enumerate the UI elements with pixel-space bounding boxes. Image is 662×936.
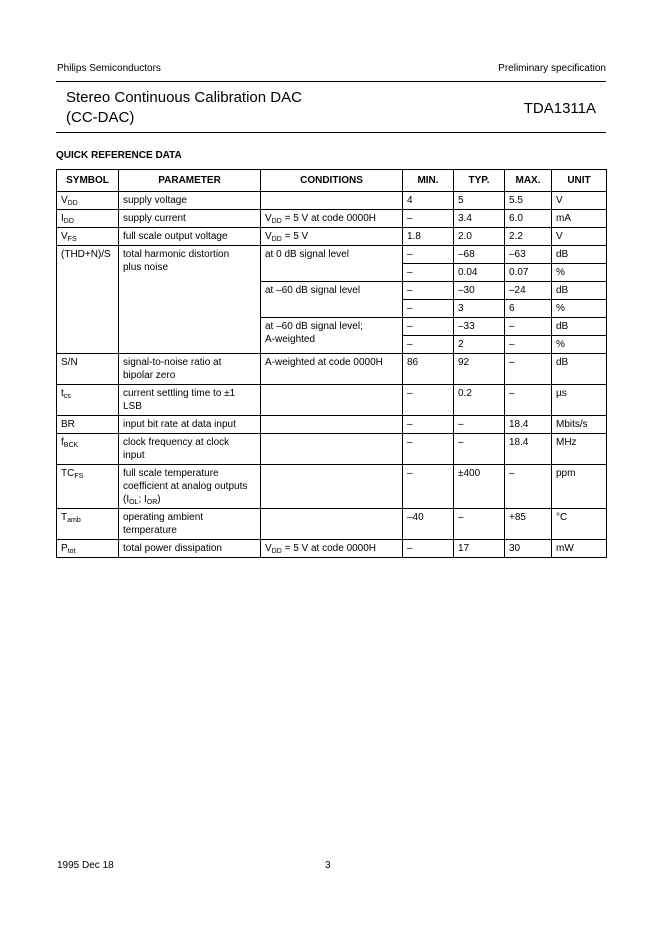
footer-date: 1995 Dec 18 — [57, 860, 114, 871]
cell-min: – — [403, 540, 454, 558]
table-row — [57, 354, 607, 385]
document-type: Preliminary specification — [498, 63, 606, 74]
cell-min: – — [403, 246, 454, 264]
document-title — [66, 88, 302, 128]
cell-max: 6.0 — [505, 210, 552, 228]
cell-conditions — [261, 192, 403, 210]
cell-typ: –33 — [454, 318, 505, 336]
header-symbol: SYMBOL — [57, 170, 119, 192]
cell-conditions — [261, 434, 403, 465]
cell-parameter: supply voltage — [119, 192, 261, 210]
cell-min: –40 — [403, 509, 454, 540]
cell-max: – — [505, 336, 552, 354]
cell-unit: µs — [552, 385, 607, 416]
cell-conditions: $V_{DD} = 5$ V — [261, 228, 403, 246]
cell-unit: °C — [552, 509, 607, 540]
cell-typ: 0.2 — [454, 385, 505, 416]
cell-symbol: $V_{DD}$ — [57, 192, 119, 210]
header-parameter: PARAMETER — [119, 170, 261, 192]
header-conditions: CONDITIONS — [261, 170, 403, 192]
cell-unit: V — [552, 192, 607, 210]
cell-conditions: A-weighted at code 0000H — [261, 354, 403, 385]
cell-symbol: $t_{cs}$ — [57, 385, 119, 416]
cell-symbol: S/N — [57, 354, 119, 385]
cell-min: – — [403, 434, 454, 465]
cell-conditions — [261, 465, 403, 509]
table-row — [57, 385, 607, 416]
cell-typ: – — [454, 416, 505, 434]
cell-parameter: total harmonic distortion plus noise — [119, 246, 261, 354]
cell-max: – — [505, 318, 552, 336]
cell-conditions: at –60 dB signal level — [261, 282, 403, 318]
cell-min: 1.8 — [403, 228, 454, 246]
cell-unit: mA — [552, 210, 607, 228]
cell-min: 4 — [403, 192, 454, 210]
cell-symbol: $I_{DD}$ — [57, 210, 119, 228]
cell-min: – — [403, 416, 454, 434]
cell-conditions — [261, 416, 403, 434]
cell-unit: dB — [552, 354, 607, 385]
cell-parameter: signal-to-noise ratio at bipolar zero — [119, 354, 261, 385]
cell-max: – — [505, 354, 552, 385]
table-row — [57, 228, 607, 246]
cell-parameter: full scale output voltage — [119, 228, 261, 246]
cell-max: 2.2 — [505, 228, 552, 246]
cell-typ: – — [454, 509, 505, 540]
cell-parameter: operating ambient temperature — [119, 509, 261, 540]
cell-max: 30 — [505, 540, 552, 558]
header-typ: TYP. — [454, 170, 505, 192]
table-row — [57, 509, 607, 540]
cell-typ: – — [454, 434, 505, 465]
quick-reference-table — [56, 169, 607, 558]
cell-max: +85 — [505, 509, 552, 540]
cell-max: – — [505, 385, 552, 416]
cell-max: 18.4 — [505, 434, 552, 465]
cell-min: – — [403, 264, 454, 282]
cell-conditions — [261, 385, 403, 416]
cell-typ: –30 — [454, 282, 505, 300]
cell-max: –63 — [505, 246, 552, 264]
cell-max: – — [505, 465, 552, 509]
cell-unit: ppm — [552, 465, 607, 509]
cell-typ: 0.04 — [454, 264, 505, 282]
title-line-1: Stereo Continuous Calibration DAC — [66, 89, 302, 106]
cell-symbol: $f_{BCK}$ — [57, 434, 119, 465]
cell-min: – — [403, 318, 454, 336]
table-row — [57, 434, 607, 465]
company-name: Philips Semiconductors — [57, 63, 161, 74]
cell-min: – — [403, 385, 454, 416]
cell-unit: % — [552, 264, 607, 282]
cell-unit: mW — [552, 540, 607, 558]
cell-min: – — [403, 282, 454, 300]
cell-symbol: $V_{FS}$ — [57, 228, 119, 246]
title-block — [56, 81, 606, 133]
table-row — [57, 540, 607, 558]
cell-symbol: BR — [57, 416, 119, 434]
cell-parameter: current settling time to ±1 LSB — [119, 385, 261, 416]
cell-max: 5.5 — [505, 192, 552, 210]
header-min: MIN. — [403, 170, 454, 192]
section-title: QUICK REFERENCE DATA — [56, 150, 182, 161]
cell-conditions: $V_{DD} = 5$ V at code 0000H — [261, 210, 403, 228]
cell-parameter: supply current — [119, 210, 261, 228]
cell-conditions: at 0 dB signal level — [261, 246, 403, 282]
cell-symbol: $P_{tot}$ — [57, 540, 119, 558]
cell-min: – — [403, 465, 454, 509]
cell-unit: % — [552, 300, 607, 318]
cell-max: –24 — [505, 282, 552, 300]
cell-unit: MHz — [552, 434, 607, 465]
cell-conditions: $V_{DD} = 5$ V at code 0000H — [261, 540, 403, 558]
cell-min: 86 — [403, 354, 454, 385]
cell-unit: % — [552, 336, 607, 354]
cell-typ: 2 — [454, 336, 505, 354]
cell-symbol: (THD+N)/S — [57, 246, 119, 354]
table-row — [57, 416, 607, 434]
cell-typ: 3 — [454, 300, 505, 318]
header-max: MAX. — [505, 170, 552, 192]
cell-min: – — [403, 336, 454, 354]
cell-symbol: $T_{amb}$ — [57, 509, 119, 540]
cell-unit: Mbits/s — [552, 416, 607, 434]
cell-conditions — [261, 509, 403, 540]
cell-parameter: clock frequency at clock input — [119, 434, 261, 465]
cell-typ: 5 — [454, 192, 505, 210]
cell-max: 18.4 — [505, 416, 552, 434]
cell-max: 6 — [505, 300, 552, 318]
cell-parameter: total power dissipation — [119, 540, 261, 558]
cell-unit: dB — [552, 246, 607, 264]
part-number: TDA1311A — [523, 100, 596, 117]
cell-typ: 3.4 — [454, 210, 505, 228]
cell-typ: 17 — [454, 540, 505, 558]
table-row — [57, 210, 607, 228]
table-row — [57, 192, 607, 210]
cell-typ: 2.0 — [454, 228, 505, 246]
cell-unit: dB — [552, 318, 607, 336]
table-header-row — [57, 170, 607, 192]
title-line-2: (CC-DAC) — [66, 109, 135, 126]
table-row — [57, 246, 607, 264]
cell-unit: dB — [552, 282, 607, 300]
page-number: 3 — [325, 860, 331, 871]
cell-unit: V — [552, 228, 607, 246]
cell-typ: 92 — [454, 354, 505, 385]
cell-min: – — [403, 300, 454, 318]
cell-min: – — [403, 210, 454, 228]
header-unit: UNIT — [552, 170, 607, 192]
cell-parameter: input bit rate at data input — [119, 416, 261, 434]
table-row — [57, 465, 607, 509]
cell-max: 0.07 — [505, 264, 552, 282]
cell-parameter: full scale temperature coefficient at analog outputs ($I_{OL}$; $I_{OR}$) — [119, 465, 261, 509]
cell-typ: ±400 — [454, 465, 505, 509]
cell-typ: –68 — [454, 246, 505, 264]
cell-conditions: at –60 dB signal level; A-weighted — [261, 318, 403, 354]
cell-symbol: $TC_{FS}$ — [57, 465, 119, 509]
